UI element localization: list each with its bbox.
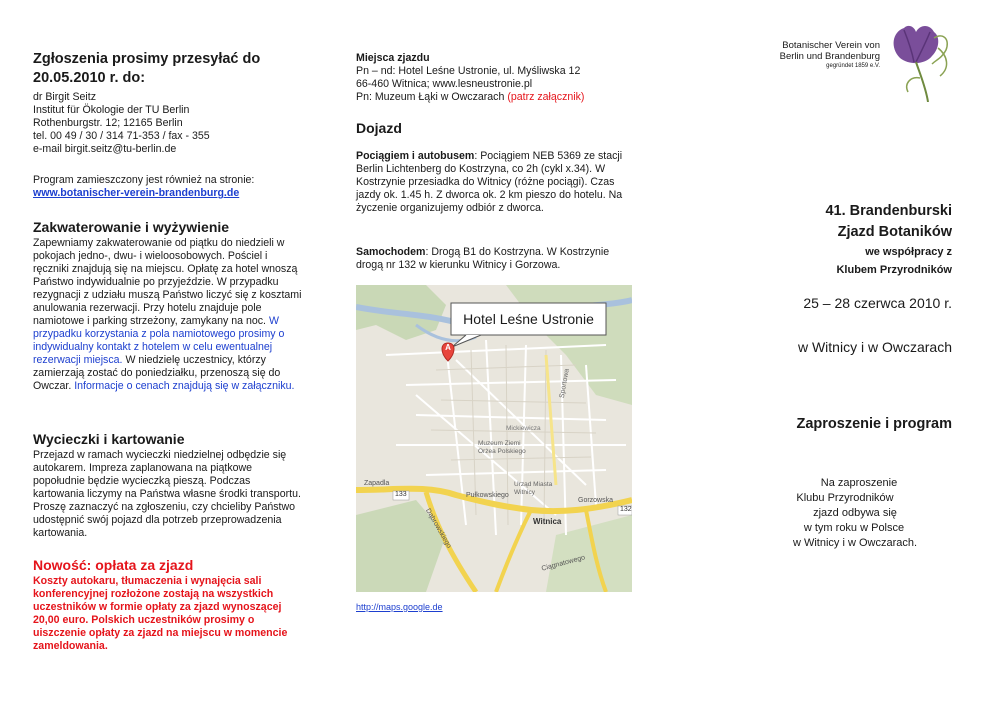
attachment-note: (patrz załącznik) <box>507 91 585 103</box>
route-badge: 132 <box>620 506 632 513</box>
lodging-text: Zapewniamy zakwaterowanie od piątku do niedzieli w pokojach jedno-, dwu- i wieloosobowych. Pościel i ręczniki znajdują się na miejscu. Opłatę za hotel wnoszą Państwo indywidualnie po przyjeździe. W przypadku rezygnacji z udziału muszą Państwo liczyć się z kosztami anulowania rezerwacji. Przy hotelu znajduje pole namiotowe i parking strzeżony, zamykany na noc. W przypadku korzystania z pola namiotowego prosimy o indywidualny kontakt z hotelem w celu ewentualnej rezerwacji miejsca. W niedzielę uczestnicy, którzy zamierzają zostać do poniedziałku, przenoszą się do Owczar. Informacje o cenach znajdują się w załączniku. <box>33 237 302 392</box>
contact-block <box>33 91 298 156</box>
route-badge: 133 <box>395 491 407 498</box>
contact-line: Rothenburgstr. 12; 12165 Berlin <box>33 117 183 129</box>
venue-title: Miejsca zjazdu <box>356 52 430 64</box>
map-label: Ciągnatowego <box>540 554 586 573</box>
fee-title: Nowość: opłata za zjazd <box>33 557 194 573</box>
contact-email: e-mail birgit.seitz@tu-berlin.de <box>33 143 177 155</box>
venue-line: 66-460 Witnica; www.lesneustronie.pl <box>356 78 533 90</box>
venue-line: Pn: Muzeum Łąki w Owczarach (patrz załącznik) <box>356 91 585 103</box>
invitation-title: Zaproszenie i program <box>796 416 952 432</box>
map-label: Witnica <box>533 517 562 526</box>
society-logo-text: Botanischer Verein von Berlin und Brandenburg gegründet 1859 e.V. <box>779 40 880 69</box>
registration-title: Zgłoszenia prosimy przesyłać do 20.05.2010 r. do: <box>33 51 261 86</box>
contact-line: Institut für Ökologie der TU Berlin <box>33 104 190 116</box>
trips-title: Wycieczki i kartowanie <box>33 431 185 447</box>
map-label: Gorzowska <box>578 497 614 504</box>
map-label: Sportowa <box>558 368 571 399</box>
contact-line: dr Birgit Seitz <box>33 91 96 103</box>
car-text: Samochodem: Drogą B1 do Kostrzyna. W Kostrzynie drogą nr 132 w kierunku Witnicy i Gorzowa. <box>356 246 610 271</box>
program-note: Program zamieszczony jest również na stronie: <box>33 174 255 186</box>
lodging-prices-note: Informacje o cenach znajdują się w załączniku. <box>74 380 295 392</box>
invitation-note: Na zaproszenie Klubu Przyrodników zjazd odbywa się w tym roku w Polsce w Witnicy i w Owczarach. <box>792 477 918 549</box>
map-label: Urząd Miasta Witnicy <box>514 481 553 496</box>
event-dates: 25 – 28 czerwca 2010 r. <box>803 295 952 311</box>
venue-line: Pn – nd: Hotel Leśne Ustronie, ul. Myśliwska 12 <box>356 65 581 77</box>
program-link[interactable]: www.botanischer-verein-brandenburg.de <box>33 187 240 199</box>
cooperation-line2: Klubem Przyrodników <box>836 264 952 276</box>
map-label: Pułkowskiego <box>466 492 509 499</box>
map-source-link[interactable]: http://maps.google.de <box>356 602 443 612</box>
right-column <box>700 0 960 701</box>
cooperation-line1: we współpracy z <box>865 246 952 258</box>
map-marker-label: A <box>445 343 451 352</box>
event-place: w Witnicy i w Owczarach <box>797 339 952 355</box>
travel-title: Dojazd <box>356 120 402 136</box>
map-callout: Hotel Leśne Ustronie <box>463 311 594 327</box>
map[interactable] <box>356 285 632 592</box>
contact-line: tel. 00 49 / 30 / 314 71-353 / fax - 355 <box>33 130 210 142</box>
lodging-title: Zakwaterowanie i wyżywienie <box>33 219 230 235</box>
train-text: Pociągiem i autobusem: Pociągiem NEB 5369 ze stacji Berlin Lichtenberg do Kostrzyna, co 2h (cykl x.34). W Kostrzynie przesiadka do Witnicy (różne pociągi). Czas jazdy ok. 1.45 h. Z dworca ok. 2 km pieszo do hotelu. Na życzenie organizujemy odbiór z dworca. <box>356 150 623 214</box>
map-label: Dąbrowskiego <box>424 507 453 550</box>
pasqueflower-logo-icon <box>880 18 954 102</box>
lodging-tent-note: W przypadku korzystania z pola namiotowego prosimy o indywidualny kontakt z hotelem w celu ewentualnej rezerwacji miejsca. <box>33 315 285 366</box>
fee-text: Koszty autokaru, tłumaczenia i wynajęcia sali konferencyjnej rozłożone zostają na wszystkich uczestników w formie opłaty za zjazd wynoszącej 20,00 euro. Polskich uczestników prosimy o uiszczenie opłaty za zjazd na miejscu w momencie zameldowania. <box>33 575 288 652</box>
event-title-line2: Zjazd Botaników <box>837 224 952 240</box>
map-label: Mickiewicza <box>506 425 541 432</box>
trips-text: Przejazd w ramach wycieczki niedzielnej odbędzie się autokarem. Impreza zaplanowana na piątkowe popołudnie będzie wycieczką pieszą. Podczas kartowania liczymy na Państwa własne środki transportu. Proszę zaznaczyć na zgłoszeniu, czy chcieliby Państwo udostępnić swój pojazd dla potrzeb przeprowadzenia kartowania. <box>33 449 301 539</box>
map-label: Zapadla <box>364 480 390 487</box>
map-label: Muzeum Ziemi Orżea Polskiego <box>478 440 526 455</box>
event-title-line1: 41. Brandenburski <box>825 203 952 219</box>
